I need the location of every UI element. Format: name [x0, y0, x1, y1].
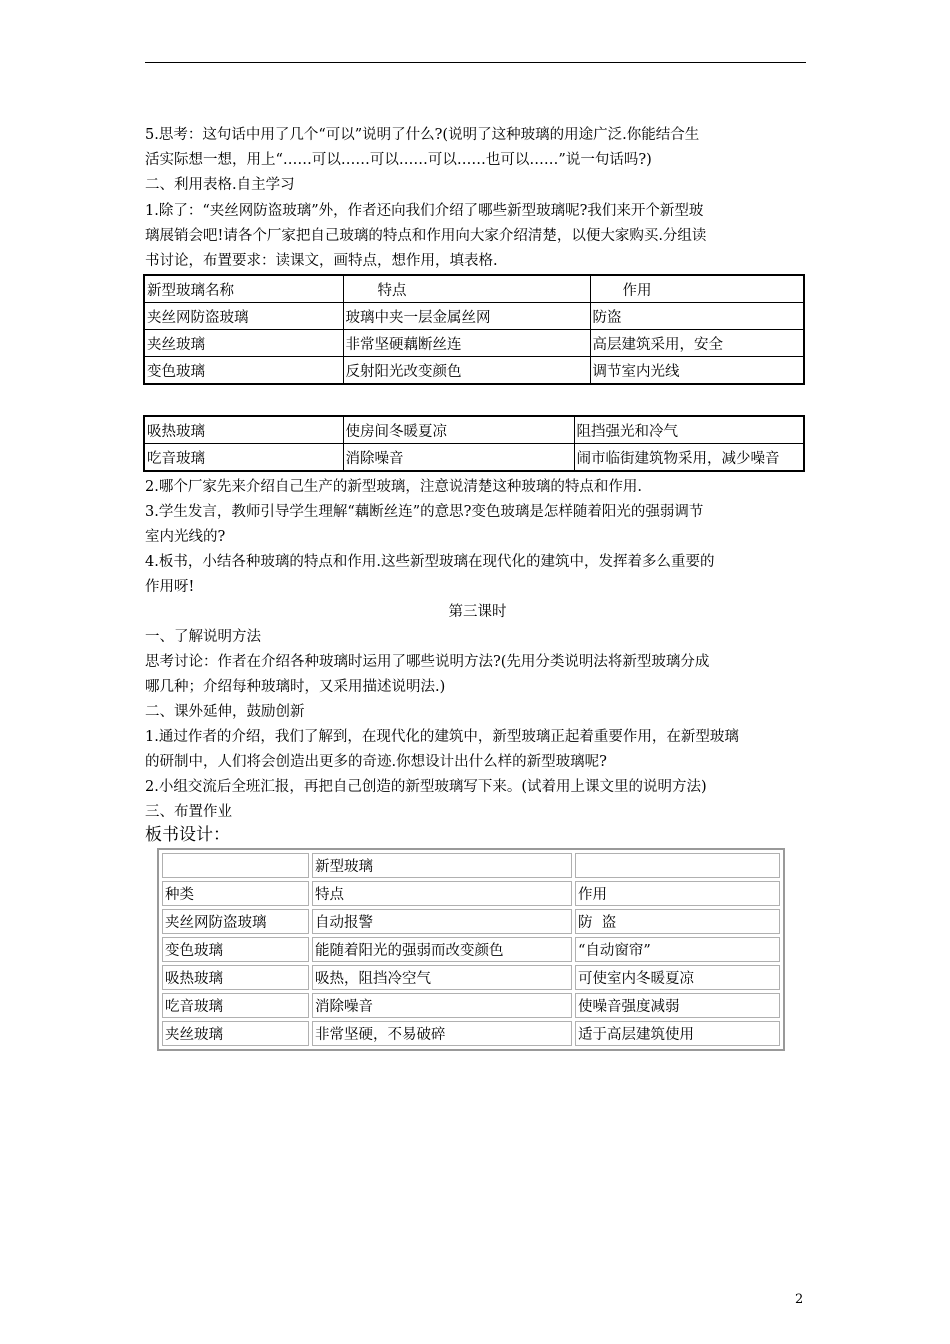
table-cell: 消除噪音 — [343, 444, 574, 472]
table-cell: 吸热，阻挡冷空气 — [312, 965, 572, 990]
board-design-table — [157, 848, 785, 1051]
page-number: 2 — [795, 1292, 804, 1307]
table-cell: 吃音玻璃 — [162, 993, 309, 1018]
paragraph-line: 4.板书，小结各种玻璃的特点和作用.这些新型玻璃在现代化的建筑中，发挥着多么重要的 — [145, 554, 715, 570]
table-cell: 使房间冬暖夏凉 — [343, 416, 574, 444]
table-cell: “自动窗帘” — [575, 937, 780, 962]
table-cell: 防盗 — [590, 303, 804, 330]
table-cell — [162, 853, 309, 878]
paragraph-line: 3.学生发言，教师引导学生理解“藕断丝连”的意思?变色玻璃是怎样随着阳光的强弱调节 — [145, 504, 704, 520]
table-cell: 玻璃中夹一层金属丝网 — [343, 303, 590, 330]
table-row — [162, 909, 780, 934]
section-heading: 一、了解说明方法 — [145, 629, 261, 645]
header-cell: 特点 — [343, 275, 590, 303]
glass-table-part2 — [143, 415, 805, 472]
table-cell: 适于高层建筑使用 — [575, 1021, 780, 1046]
header-cell: 作用 — [590, 275, 804, 303]
paragraph-line: 室内光线的? — [145, 529, 226, 545]
board-design-heading: 板书设计： — [145, 825, 230, 845]
table-cell: 能随着阳光的强弱而改变颜色 — [312, 937, 572, 962]
lesson-heading: 第三课时 — [448, 604, 507, 620]
paragraph-line: 作用呀! — [145, 579, 195, 595]
table-cell: 夹丝玻璃 — [144, 330, 343, 357]
paragraph-line: 1.除了：“夹丝网防盗玻璃”外，作者还向我们介绍了哪些新型玻璃呢?我们来开个新型玻 — [145, 203, 704, 219]
table-cell: 调节室内光线 — [590, 357, 804, 385]
header-cell: 新型玻璃名称 — [144, 275, 343, 303]
glass-table-part1 — [143, 274, 805, 385]
table-cell: 变色玻璃 — [144, 357, 343, 385]
table-cell: 非常坚硬藕断丝连 — [343, 330, 590, 357]
table-cell: 种类 — [162, 881, 309, 906]
table-row — [144, 416, 804, 444]
table-cell: 防 盗 — [575, 909, 780, 934]
paragraph-line: 活实际想一想，用上“……可以……可以……可以……也可以……”说一句话吗?) — [145, 152, 652, 168]
table-cell: 使噪音强度减弱 — [575, 993, 780, 1018]
paragraph-line: 2.哪个厂家先来介绍自己生产的新型玻璃，注意说清楚这种玻璃的特点和作用. — [145, 479, 642, 495]
table-row — [144, 444, 804, 472]
table-cell: 夹丝网防盗玻璃 — [144, 303, 343, 330]
paragraph-line: 思考讨论：作者在介绍各种玻璃时运用了哪些说明方法?(先用分类说明法将新型玻璃分成 — [145, 654, 710, 670]
table-header-row — [144, 275, 804, 303]
paragraph-line: 书讨论，布置要求：读课文，画特点，想作用，填表格. — [145, 253, 498, 269]
table-cell: 特点 — [312, 881, 572, 906]
paragraph-line: 5.思考：这句话中用了几个“可以”说明了什么?(说明了这种玻璃的用途广泛.你能结合生 — [145, 127, 700, 143]
table-cell — [575, 853, 780, 878]
table-row — [144, 330, 804, 357]
paragraph-line: 1.通过作者的介绍，我们了解到，在现代化的建筑中，新型玻璃正起着重要作用，在新型玻璃 — [145, 729, 739, 745]
table-row — [162, 993, 780, 1018]
table-cell: 夹丝网防盗玻璃 — [162, 909, 309, 934]
table-cell: 可使室内冬暖夏凉 — [575, 965, 780, 990]
table-row — [162, 965, 780, 990]
table-row — [162, 853, 780, 878]
table-cell: 吸热玻璃 — [162, 965, 309, 990]
table-cell: 高层建筑采用，安全 — [590, 330, 804, 357]
table-cell: 消除噪音 — [312, 993, 572, 1018]
paragraph-line: 的研制中，人们将会创造出更多的奇迹.你想设计出什么样的新型玻璃呢? — [145, 754, 607, 770]
paragraph-line: 2.小组交流后全班汇报，再把自己创造的新型玻璃写下来。(试着用上课文里的说明方法) — [145, 779, 707, 795]
table-cell: 吸热玻璃 — [144, 416, 343, 444]
table-row — [144, 357, 804, 385]
table-cell: 反射阳光改变颜色 — [343, 357, 590, 385]
table-cell: 变色玻璃 — [162, 937, 309, 962]
table-cell: 非常坚硬，不易破碎 — [312, 1021, 572, 1046]
table-cell: 闹市临街建筑物采用，减少噪音 — [574, 444, 804, 472]
paragraph-line: 哪几种；介绍每种玻璃时，又采用描述说明法.) — [145, 679, 446, 695]
section-heading: 二、利用表格.自主学习 — [145, 177, 295, 193]
section-heading: 二、课外延伸，鼓励创新 — [145, 704, 305, 720]
table-cell: 新型玻璃 — [312, 853, 572, 878]
table-cell: 阻挡强光和冷气 — [574, 416, 804, 444]
paragraph-line: 璃展销会吧!请各个厂家把自己玻璃的特点和作用向大家介绍清楚，以便大家购买.分组读 — [145, 228, 707, 244]
table-cell: 作用 — [575, 881, 780, 906]
table-row — [162, 881, 780, 906]
table-row — [144, 303, 804, 330]
table-cell: 自动报警 — [312, 909, 572, 934]
table-cell: 夹丝玻璃 — [162, 1021, 309, 1046]
table-row — [162, 937, 780, 962]
table-cell: 吃音玻璃 — [144, 444, 343, 472]
table-row — [162, 1021, 780, 1046]
section-heading: 三、布置作业 — [145, 804, 232, 820]
header-rule — [145, 62, 806, 63]
